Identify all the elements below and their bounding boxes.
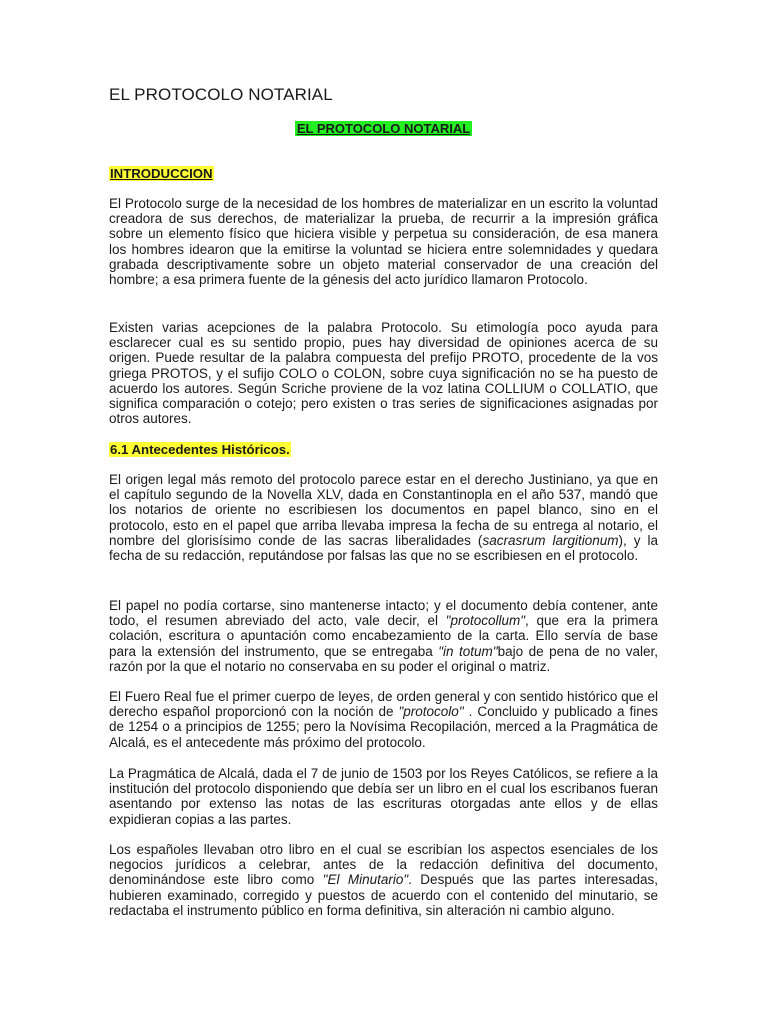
center-title-container (109, 120, 658, 138)
text-run: , que era la primera colación, escritura o apuntación como encabezamiento de la carta. Ello servía de base para la extensión del instrumento, que se entregaba (109, 613, 658, 659)
paragraph-pragmatica: La Pragmática de Alcalá, dada el 7 de junio de 1503 por los Reyes Católicos, se refiere a la institución del protocolo disponiendo que debía ser un libro en el cual los escribanos fueran asentando por extenso las notas de las escrituras otorgadas ante ellos y de ellas expidieran copias a las partes. (109, 766, 658, 827)
italic-text-run: "protocollum" (445, 613, 526, 629)
highlighted-center-title: EL PROTOCOLO NOTARIAL (296, 121, 471, 136)
paragraph-intro: El Protocolo surge de la necesidad de los hombres de materializar en un escrito la voluntad creadora de sus derechos, de materializar la prueba, de recurrir a la impresión gráfica sobre un elemento físico que hiciera visible y perpetua su consideración, de esa manera los hombres idearon que la emitirse la voluntad se hiciera entre solemnidades y quedara grabada descriptivamente sobre un objeto material conservador de una creación del hombre; a esa primera fuente de la génesis del acto jurídico llamaron Protocolo. (109, 196, 658, 288)
text-run: ), y la fecha de su redacción, reputándose por falsas las que no se escribiesen en el protocolo. (109, 532, 658, 564)
text-run: . Después que las partes interesadas, hubieren examinado, corregido y puestos de acuerdo con el contenido del minutario, se redactaba el instrumento público en forma definitiva, sin alteración ni cambio alguno. (109, 872, 658, 918)
italic-text-run: "El Minutario" (322, 872, 409, 888)
paragraph-fuero-real (109, 689, 658, 750)
text-run: El Fuero Real fue el primer cuerpo de leyes, de orden general y con sentido histórico que el derecho español proporcionó con la noción de (109, 689, 658, 720)
text-run: . Concluido y publicado a fines de 1254 o a principios de 1255; pero la Novísima Recopilación, merced a la Pragmática de Alcalá, es el antecedente más próximo del protocolo. (109, 704, 658, 750)
text-run: El papel no podía cortarse, sino mantenerse intacto; y el documento debía contener, ante todo, el resumen abreviado del acto, vale decir, el (109, 598, 658, 629)
italic-text-run: "in totum" (438, 643, 498, 659)
paragraph-papel (109, 598, 658, 674)
paragraph-minutario (109, 842, 658, 918)
italic-text-run: "protocolo" (398, 704, 464, 720)
paragraph-origen-legal (109, 472, 658, 563)
italic-text-run: sacrasrum largitionum (482, 532, 619, 548)
document-title: EL PROTOCOLO NOTARIAL (109, 85, 333, 104)
heading-introduccion: INTRODUCCION (110, 166, 213, 181)
text-run: Los españoles llevaban otro libro en el cual se escribían los aspectos esenciales de los negocios jurídicos a celebrar, antes de la redacción definitiva del documento, denominándose este libro como (109, 842, 658, 888)
heading-antecedentes: 6.1 Antecedentes Históricos. (110, 442, 290, 457)
text-run: bajo de pena de no valer, razón por la que el notario no conservaba en su poder el original o matriz. (109, 643, 658, 674)
text-run: El origen legal más remoto del protocolo parece estar en el derecho Justiniano, ya que en el capítulo segundo de la Novella XLV, dada en Constantinopla en el año 537, mandó que los notarios de oriente no escribiesen los documentos en papel blanco, sino en el protocolo, esto en el papel que arriba llevaba impresa la fecha de su entrega al notario, el nombre del glorisísimo conde de las sacras liberalidades ( (109, 472, 658, 548)
paragraph-acepciones: Existen varias acepciones de la palabra Protocolo. Su etimología poco ayuda para esclarecer cual es su sentido propio, pues hay diversidad de opiniones acerca de su origen. Puede resultar de la palabra compuesta del prefijo PROTO, procedente de la vos griega PROTOS, y el sufijo COLO o COLON, sobre cuya significación no se ha puesto de acuerdo los autores. Según Scriche proviene de la voz latina COLLIUM o COLLATIO, que significa comparación o cotejo; pero existen o tras series de significaciones asignadas por otros autores. (109, 320, 658, 427)
